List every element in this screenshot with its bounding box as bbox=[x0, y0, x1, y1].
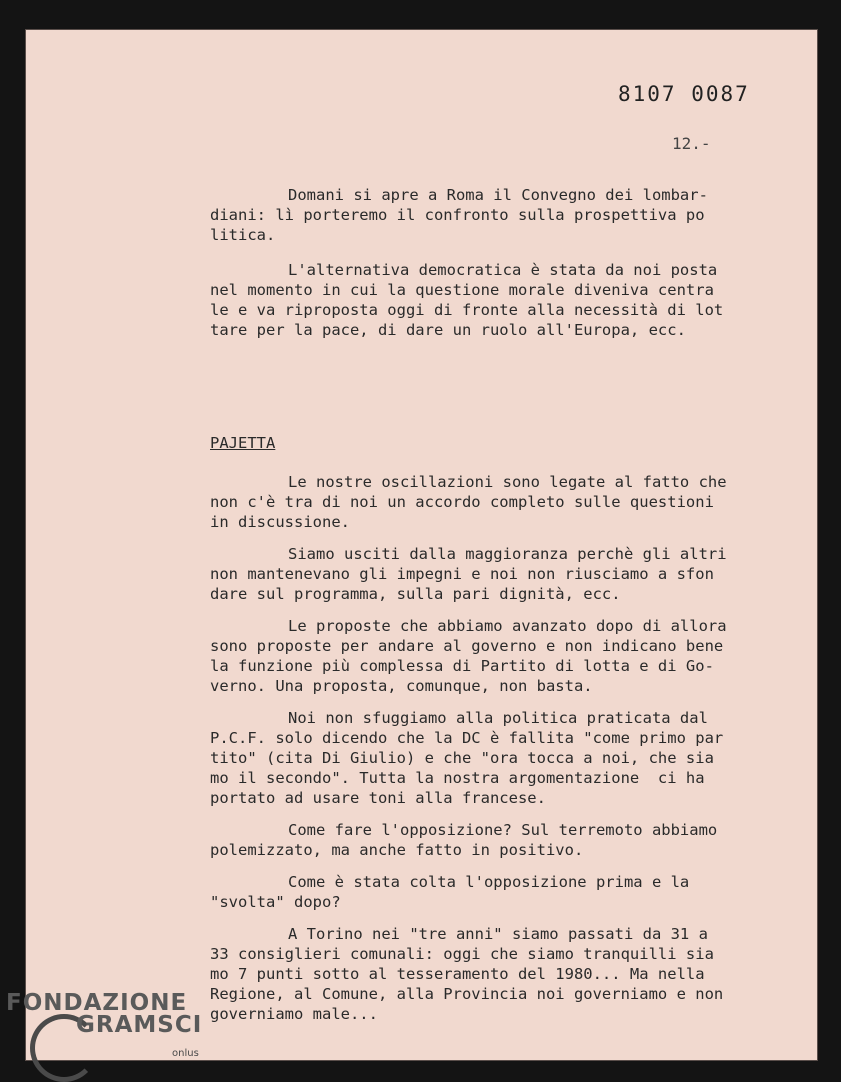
text-line: governiamo male... bbox=[210, 1005, 378, 1023]
text-line: non mantenevano gli impegni e noi non riusciamo a sfon bbox=[210, 565, 714, 583]
text-line: P.C.F. solo dicendo che la DC è fallita "come primo par bbox=[210, 729, 724, 747]
text-line: Come fare l'opposizione? Sul terremoto abbiamo bbox=[288, 821, 718, 839]
text-line: Le nostre oscillazioni sono legate al fatto che bbox=[288, 473, 727, 491]
paragraph bbox=[210, 924, 770, 1024]
text-line: litica. bbox=[210, 226, 276, 244]
paragraph bbox=[210, 472, 770, 532]
text-line: non c'è tra di noi un accordo completo sulle questioni bbox=[210, 493, 714, 511]
speaker-heading: PAJETTA bbox=[210, 434, 276, 452]
text-line: Noi non sfuggiamo alla politica praticata dal bbox=[288, 709, 708, 727]
text-line: tito" (cita Di Giulio) e che "ora tocca a noi, che sia bbox=[210, 749, 714, 767]
paragraph bbox=[210, 185, 770, 245]
paragraph bbox=[210, 260, 770, 340]
paragraph bbox=[210, 872, 770, 912]
text-line: nel momento in cui la questione morale diveniva centra bbox=[210, 281, 714, 299]
text-line: diani: lì porteremo il confronto sulla prospettiva po bbox=[210, 206, 705, 224]
text-line: 33 consiglieri comunali: oggi che siamo tranquilli sia bbox=[210, 945, 714, 963]
text-line: dare sul programma, sulla pari dignità, ecc. bbox=[210, 585, 621, 603]
page-number: 12.- bbox=[672, 134, 711, 153]
watermark-line1: FONDAZIONE bbox=[6, 990, 188, 1016]
watermark-line3: onlus bbox=[172, 1048, 199, 1059]
text-line: mo il secondo". Tutta la nostra argomentazione ci ha bbox=[210, 769, 705, 787]
text-line: in discussione. bbox=[210, 513, 350, 531]
watermark-line2: GRAMSCI bbox=[76, 1012, 203, 1038]
paragraph bbox=[210, 820, 770, 860]
intro-text bbox=[210, 185, 770, 355]
text-line: tare per la pace, di dare un ruolo all'Europa, ecc. bbox=[210, 321, 686, 339]
paragraph bbox=[210, 616, 770, 696]
text-line: le e va riproposta oggi di fronte alla necessità di lot bbox=[210, 301, 724, 319]
document-page bbox=[26, 30, 817, 1060]
paragraph bbox=[210, 544, 770, 604]
text-line: mo 7 punti sotto al tesseramento del 1980... Ma nella bbox=[210, 965, 705, 983]
document-number: 8107 0087 bbox=[618, 82, 750, 106]
text-line: Siamo usciti dalla maggioranza perchè gli altri bbox=[288, 545, 727, 563]
speech-text bbox=[210, 472, 770, 1036]
text-line: Domani si apre a Roma il Convegno dei lombar- bbox=[288, 186, 708, 204]
text-line: sono proposte per andare al governo e non indicano bene bbox=[210, 637, 724, 655]
text-line: A Torino nei "tre anni" siamo passati da 31 a bbox=[288, 925, 708, 943]
text-line: verno. Una proposta, comunque, non basta. bbox=[210, 677, 593, 695]
text-line: L'alternativa democratica è stata da noi posta bbox=[288, 261, 718, 279]
watermark-logo bbox=[6, 990, 203, 1059]
text-line: polemizzato, ma anche fatto in positivo. bbox=[210, 841, 584, 859]
text-line: "svolta" dopo? bbox=[210, 893, 341, 911]
paragraph bbox=[210, 708, 770, 808]
text-line: portato ad usare toni alla francese. bbox=[210, 789, 546, 807]
text-line: Come è stata colta l'opposizione prima e la bbox=[288, 873, 690, 891]
text-line: Regione, al Comune, alla Provincia noi governiamo e non bbox=[210, 985, 724, 1003]
text-line: la funzione più complessa di Partito di lotta e di Go- bbox=[210, 657, 714, 675]
text-line: Le proposte che abbiamo avanzato dopo di allora bbox=[288, 617, 727, 635]
